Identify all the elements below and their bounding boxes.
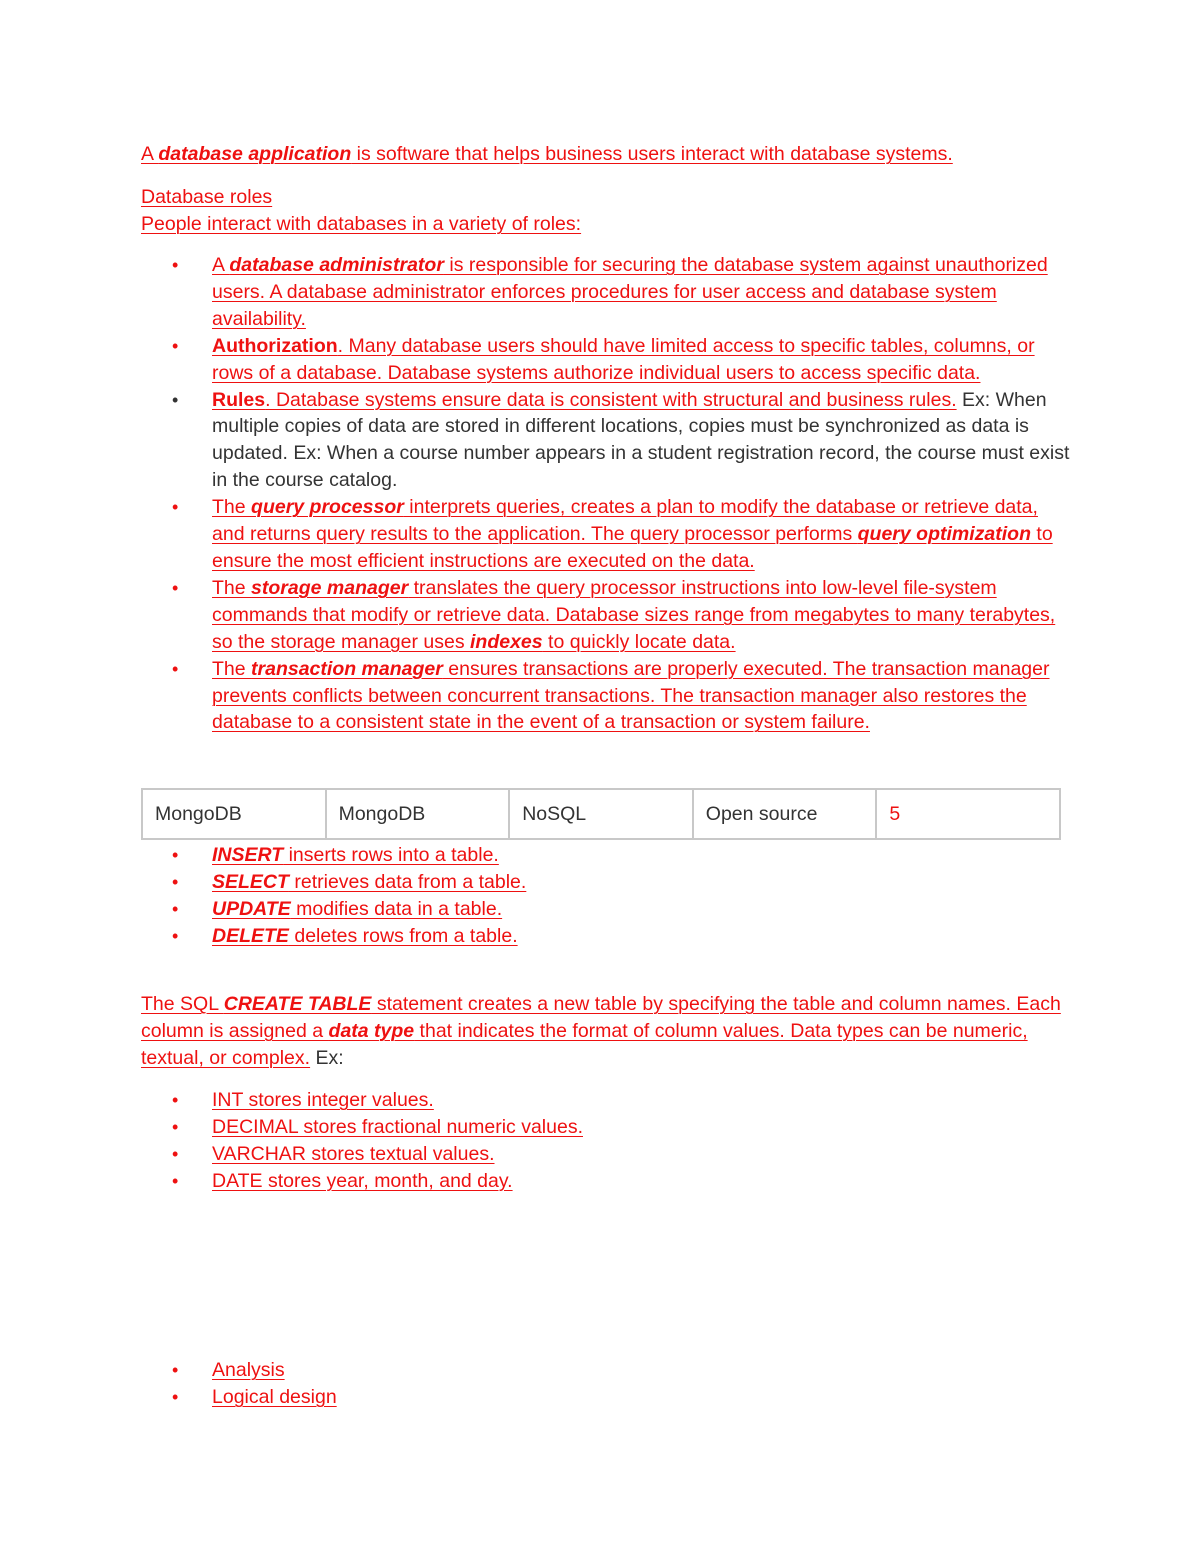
phase-text: Analysis (212, 1359, 285, 1381)
intro-paragraph (141, 141, 1071, 168)
roles-list (141, 252, 1071, 736)
role-text: . Database systems ensure data is consistent with structural and business rules. (265, 388, 957, 411)
list-item (141, 1357, 1071, 1384)
create-post: that indicates the format of column values. Data types can be numeric, textual, or complex. (141, 1020, 1028, 1069)
bullet-icon: • (172, 1090, 179, 1110)
list-item (141, 333, 1071, 387)
sql-text: retrieves data from a table. (288, 870, 527, 893)
bullet-icon: • (172, 497, 179, 518)
bullet-icon: • (172, 1360, 179, 1380)
bullet-icon: • (172, 1386, 179, 1407)
role-pre: The (212, 576, 252, 599)
role-text: interprets queries, creates a plan to modify the database or retrieve data, and returns query results to the application. The query processor performs (212, 496, 1038, 546)
type-text: VARCHAR stores textual values. (212, 1142, 495, 1165)
sql-term: DELETE (212, 924, 289, 947)
sql-text: deletes rows from a table. (288, 924, 518, 947)
bullet-icon: • (172, 577, 179, 598)
role-text-2: to ensure the most efficient instructions are executed on the data. (212, 523, 1053, 572)
role-term: query processor (251, 496, 404, 519)
sql-text: modifies data in a table. (290, 897, 503, 920)
list-item (141, 1168, 1071, 1195)
type-text: INT stores integer values. (212, 1089, 434, 1111)
list-item (141, 494, 1071, 575)
create-example-label: Ex: (310, 1047, 344, 1069)
phase-text: Logical design (212, 1385, 337, 1408)
list-item (141, 1087, 1071, 1114)
role-term: database administrator (229, 254, 444, 276)
table-cell: MongoDB (326, 789, 510, 839)
table-cell: Open source (693, 789, 877, 839)
list-item (141, 656, 1071, 737)
list-item (141, 575, 1071, 656)
type-text: DATE stores year, month, and day. (212, 1169, 513, 1192)
role-text-2: to quickly locate data. (542, 630, 736, 653)
role-pre: The (212, 657, 252, 680)
role-text: is responsible for securing the database system against unauthorized users. A database administrator enforces procedures for user access and database system availability. (212, 254, 1048, 330)
list-item (141, 923, 1071, 950)
bullet-icon: • (172, 389, 179, 410)
table-cell: 5 (876, 789, 1060, 839)
create-pre: The SQL (141, 993, 224, 1015)
table-cell: NoSQL (509, 789, 693, 839)
type-text: DECIMAL stores fractional numeric values. (212, 1115, 583, 1138)
bullet-icon: • (172, 1116, 179, 1137)
roles-heading-block (141, 184, 1071, 238)
role-text: ensures transactions are properly executed. The transaction manager prevents conflicts between concurrent transactions. The transaction manager also restores the database to a consistent state in the event of a transaction or system failure. (212, 657, 1050, 734)
role-term: transaction manager (251, 657, 443, 680)
role-example: Ex: When multiple copies of data are stored in different locations, copies must be synchronized as data is updated. Ex: When a course number appears in a student registration record, the course must exist in the course catalog. (212, 388, 1070, 492)
role-text: . Many database users should have limited access to specific tables, columns, or rows of a database. Database systems authorize individual users to access specific data. (212, 334, 1035, 384)
bullet-icon: • (172, 871, 179, 892)
bullet-icon: • (172, 658, 179, 679)
create-term: CREATE TABLE (223, 993, 372, 1015)
role-pre: A (212, 254, 230, 276)
bullet-icon: • (172, 845, 179, 865)
list-item (141, 387, 1071, 495)
bullet-icon: • (172, 255, 179, 275)
bullet-icon: • (172, 1170, 179, 1191)
list-item (141, 896, 1071, 923)
create-table-paragraph (141, 991, 1071, 1072)
bullet-icon: • (172, 335, 179, 356)
table-row (142, 789, 1060, 839)
list-item (141, 252, 1071, 333)
data-types-list (141, 1087, 1071, 1195)
sql-term: UPDATE (212, 897, 291, 920)
list-item (141, 1141, 1071, 1168)
list-item (141, 869, 1071, 896)
roles-heading: Database roles (141, 186, 273, 208)
bullet-icon: • (172, 1143, 179, 1164)
database-table (141, 788, 1061, 840)
role-term-2: indexes (470, 630, 543, 653)
role-term: storage manager (251, 576, 409, 599)
phases-list (141, 1357, 1071, 1411)
bullet-icon: • (172, 925, 179, 946)
intro-rest: is software that helps business users interact with database systems. (351, 143, 953, 165)
roles-intro: People interact with databases in a variety of roles: (141, 213, 582, 235)
role-term-2: query optimization (857, 523, 1031, 546)
role-term: Authorization (212, 334, 338, 357)
create-mid: statement creates a new table by specifying the table and column names. Each column is assigned a (141, 993, 1061, 1042)
list-item (141, 1114, 1071, 1141)
sql-term: SELECT (212, 870, 289, 893)
bullet-icon: • (172, 898, 179, 919)
list-item (141, 1384, 1071, 1411)
role-term: Rules (212, 388, 266, 411)
create-term-2: data type (328, 1020, 415, 1042)
intro-prefix: A (141, 143, 159, 165)
sql-statements-list (141, 842, 1071, 950)
sql-term: INSERT (212, 844, 284, 866)
intro-term: database application (158, 143, 352, 165)
table-cell: MongoDB (142, 789, 326, 839)
role-text: translates the query processor instructions into low-level file-system commands that modify or retrieve data. Database sizes range from megabytes to many terabytes, so the storage manager uses (212, 576, 1056, 653)
role-pre: The (212, 496, 252, 519)
sql-text: inserts rows into a table. (283, 844, 499, 866)
list-item (141, 842, 1071, 869)
